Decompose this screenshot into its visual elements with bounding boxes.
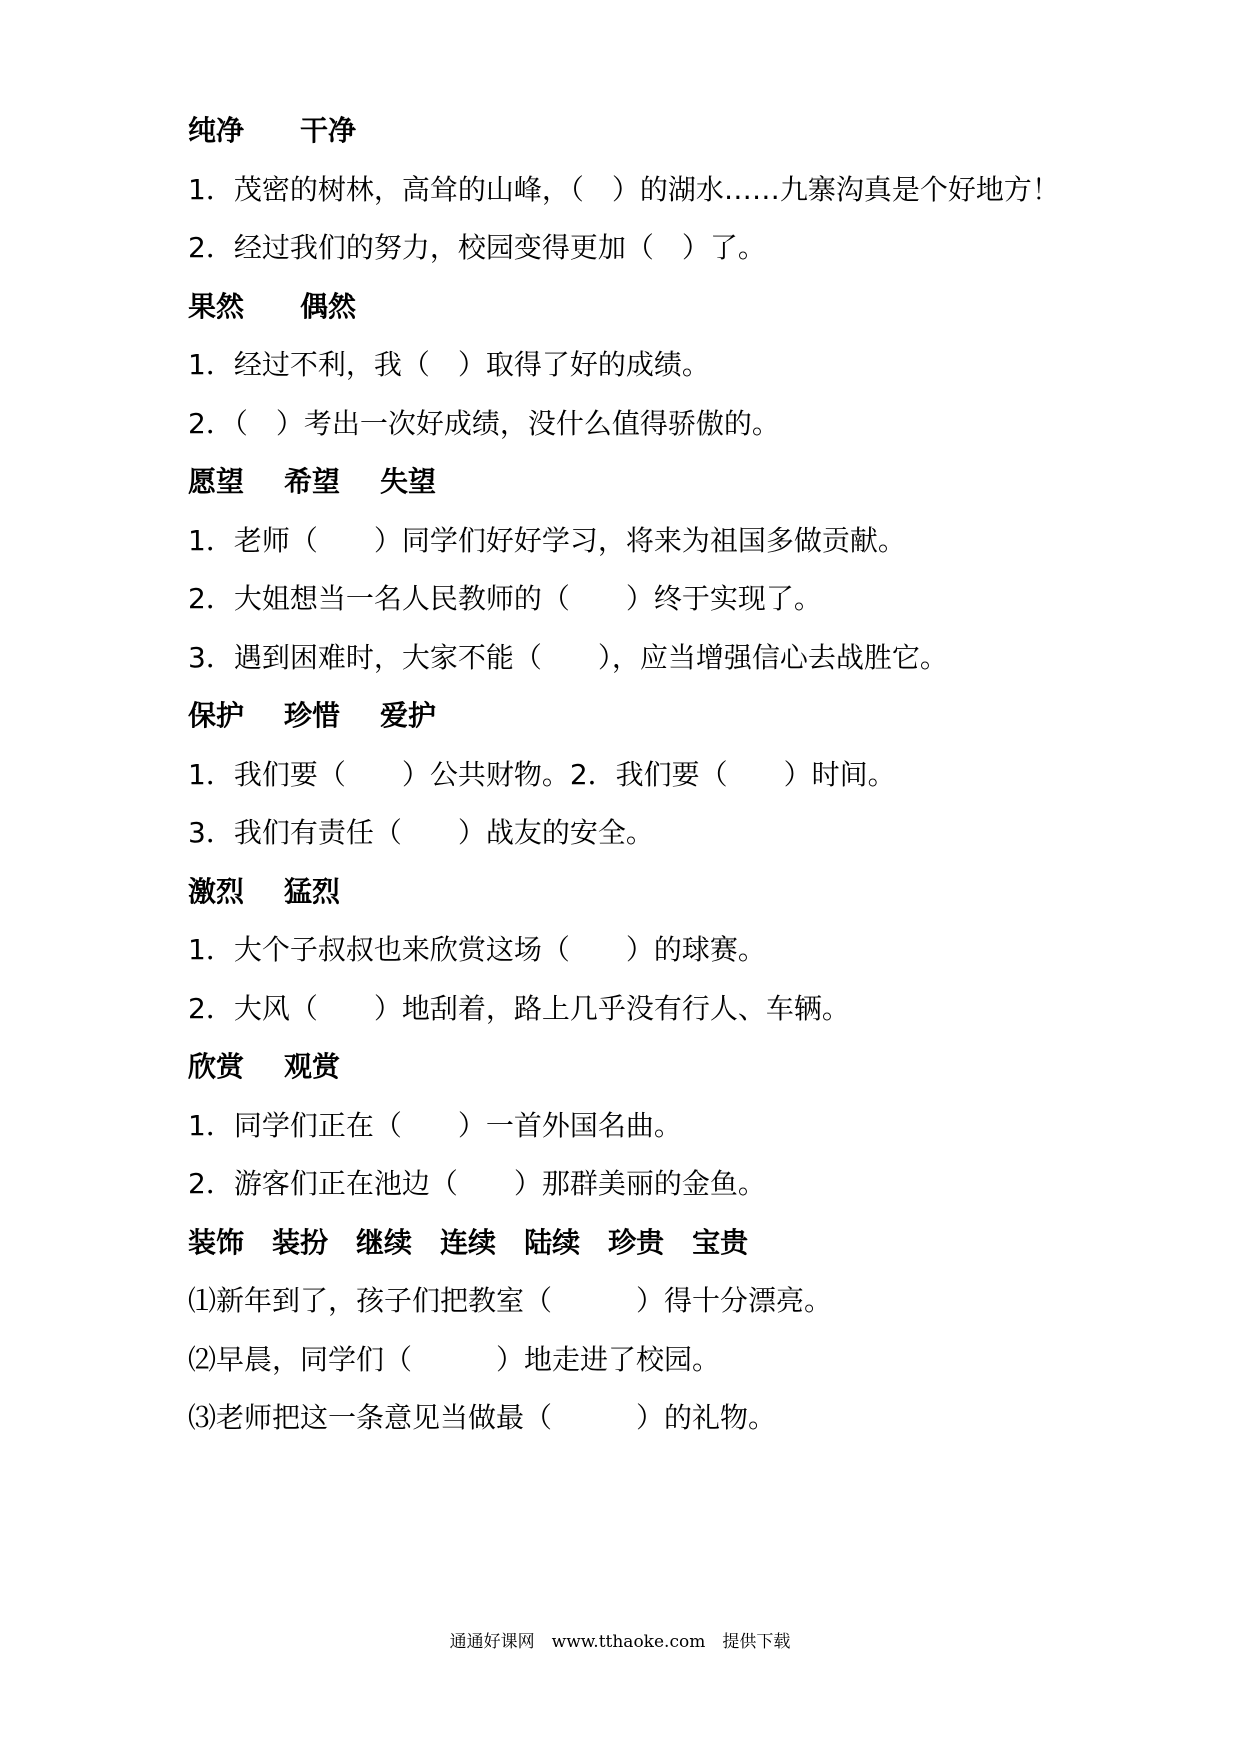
sentence: ⑶老师把这一条意见当做最（ ）的礼物。 [188,1401,777,1434]
sentence: 1．茂密的树林，高耸的山峰，（ ）的湖水……九寨沟真是个好地方！ [188,172,1060,206]
word-group-heading [188,687,1168,746]
word-group-heading [188,1038,1168,1097]
sentence: 1．同学们正在（ ）一首外国名曲。 [188,1108,682,1142]
worksheet [188,102,1168,1448]
word-option: 愿望 [188,465,245,498]
word-option: 失望 [380,465,437,498]
word-option: 装饰 [188,1225,245,1259]
word-group-heading [188,278,1168,337]
word-option: 观赏 [284,1050,341,1083]
word-option: 宝贵 [692,1225,749,1259]
word-group-heading [188,102,1168,161]
word-option: 偶然 [300,289,357,323]
word-option: 珍惜 [284,699,341,732]
word-option: 希望 [284,465,341,498]
sentence: ⑴新年到了，孩子们把教室（ ）得十分漂亮。 [188,1284,833,1317]
sentence: 1．经过不利，我（ ）取得了好的成绩。 [188,348,710,381]
word-option: 猛烈 [284,874,341,908]
word-group-heading [188,863,1168,922]
word-option: 果然 [188,289,245,323]
word-option: 爱护 [380,699,437,732]
sentence: 3．我们有责任（ ）战友的安全。 [188,816,654,849]
sentence: 1．大个子叔叔也来欣赏这场（ ）的球赛。 [188,933,766,966]
sentence: 2．（ ）考出一次好成绩，没什么值得骄傲的。 [188,406,780,440]
word-option: 干净 [300,114,357,147]
sentence: 3．遇到困难时，大家不能（ ），应当增强信心去战胜它。 [188,640,948,674]
sentence: 2．游客们正在池边（ ）那群美丽的金鱼。 [188,1167,766,1200]
page-footer: 通通好课网 www.tthaoke.com 提供下载 [449,1632,791,1652]
word-option: 保护 [188,699,245,732]
word-option: 珍贵 [608,1225,665,1259]
sentence: 1．老师（ ）同学们好好学习，将来为祖国多做贡献。 [188,523,906,557]
sentence: 2．大姐想当一名人民教师的（ ）终于实现了。 [188,582,822,615]
word-option: 陆续 [524,1225,581,1259]
word-group-heading [188,453,1168,512]
word-option: 连续 [440,1225,497,1259]
word-group-heading [188,1214,1168,1273]
sentence: 2．大风（ ）地刮着，路上几乎没有行人、车辆。 [188,991,850,1025]
word-option: 激烈 [188,874,245,908]
sentence: 1．我们要（ ）公共财物。2．我们要（ ）时间。 [188,757,896,791]
word-option: 纯净 [188,114,245,147]
sentence: ⑵早晨，同学们（ ）地走进了校园。 [188,1342,721,1376]
sentence: 2．经过我们的努力，校园变得更加（ ）了。 [188,231,766,264]
word-option: 欣赏 [188,1050,245,1083]
word-option: 继续 [356,1225,413,1259]
word-option: 装扮 [272,1225,329,1259]
